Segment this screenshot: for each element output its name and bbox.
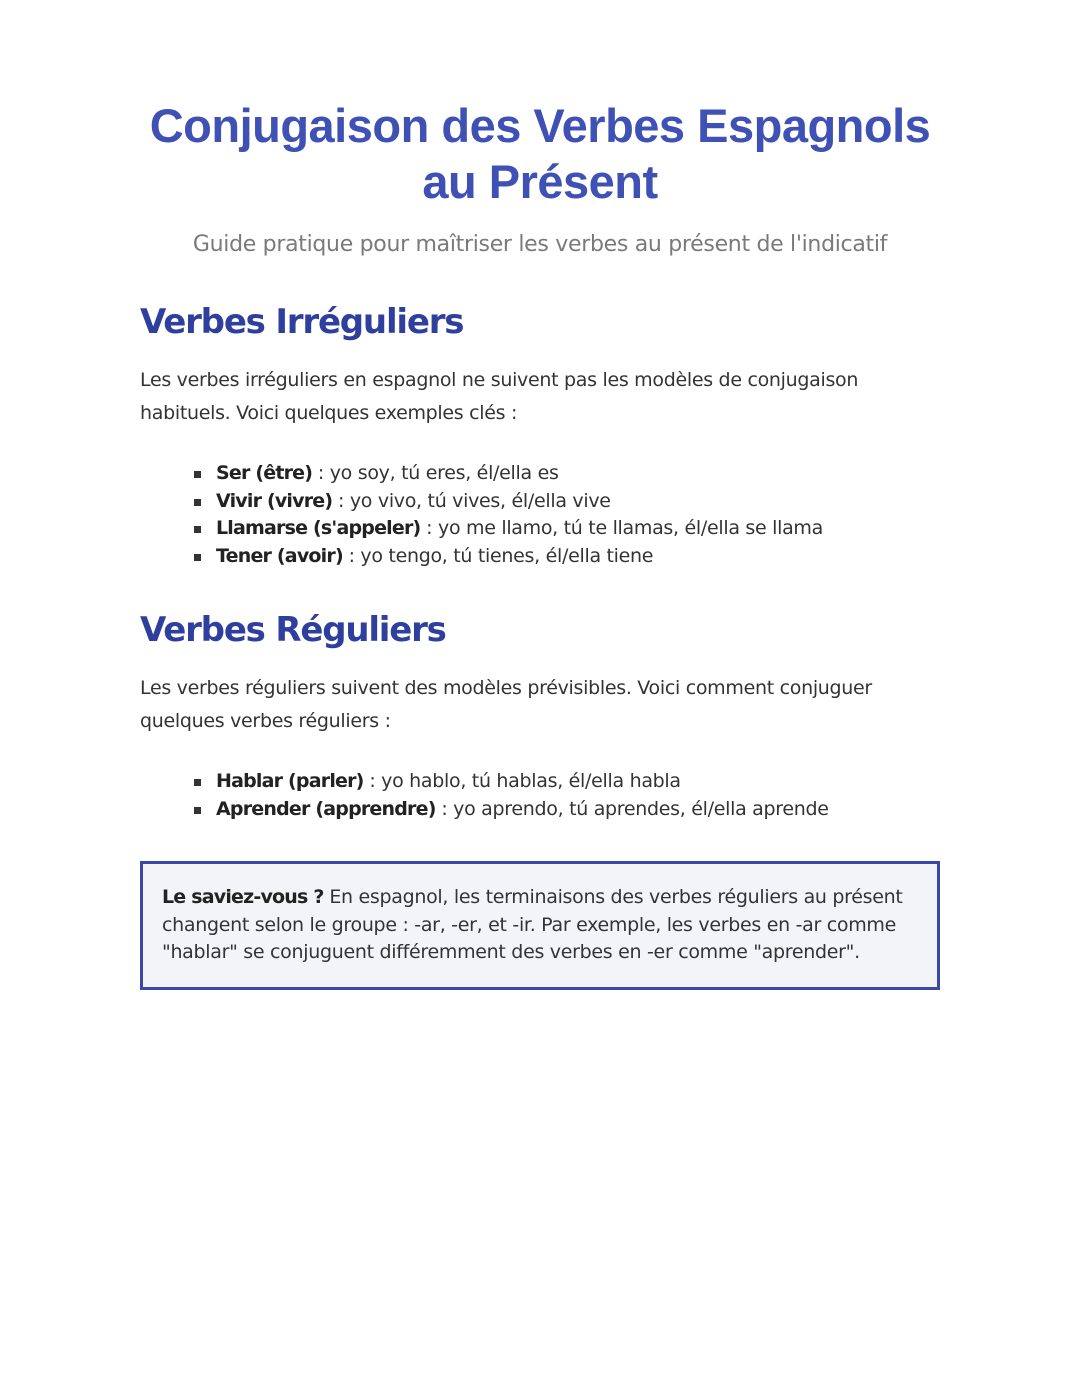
note-label: Le saviez-vous ? — [162, 886, 324, 908]
section-intro-regular: Les verbes réguliers suivent des modèles prévisibles. Voici comment conjuguer quelques verbes réguliers : — [140, 677, 872, 732]
list-item — [194, 768, 940, 796]
section-heading-regular: Verbes Réguliers — [140, 610, 446, 650]
verb-conjugation: : yo vivo, tú vives, él/ella vive — [332, 489, 611, 512]
section-heading-irregular: Verbes Irréguliers — [140, 302, 464, 342]
verb-name: Llamarse (s'appeler) — [216, 517, 421, 539]
page-title-line-2: au Présent — [422, 155, 658, 208]
page-subtitle: Guide pratique pour maîtriser les verbes au présent de l'indicatif — [192, 232, 888, 257]
verb-conjugation: : yo aprendo, tú aprendes, él/ella aprende — [435, 797, 829, 820]
verb-conjugation: : yo soy, tú eres, él/ella es — [312, 462, 559, 484]
verb-list-regular — [140, 768, 940, 823]
note-text: En espagnol, les terminaisons des verbes réguliers au présent changent selon le groupe : -ar, -er, et -ir. Par exemple, les verbes en -ar comme "hablar" se conjuguent différemment des verbes en -er comme "aprender". — [162, 886, 903, 963]
did-you-know-box — [140, 861, 940, 990]
list-item — [194, 515, 940, 543]
verb-conjugation: : yo me llamo, tú te llamas, él/ella se llama — [420, 517, 823, 539]
verb-name: Ser (être) — [216, 462, 313, 484]
square-bullet-icon — [194, 471, 201, 478]
square-bullet-icon — [194, 779, 201, 786]
verb-list-irregular — [140, 460, 940, 570]
verb-conjugation: : yo tengo, tú tienes, él/ella tiene — [342, 544, 654, 567]
verb-name: Aprender (apprendre) — [216, 797, 436, 820]
document-page — [140, 0, 940, 990]
list-item — [194, 488, 940, 516]
page-title-line-1: Conjugaison des Verbes Espagnols — [149, 99, 931, 152]
square-bullet-icon — [194, 807, 201, 814]
square-bullet-icon — [194, 499, 201, 506]
section-intro-irregular: Les verbes irréguliers en espagnol ne suivent pas les modèles de conjugaison habituels. Voici quelques exemples clés : — [140, 369, 859, 424]
verb-name: Hablar (parler) — [216, 770, 364, 792]
list-item — [194, 543, 940, 571]
page-title — [140, 98, 940, 210]
list-item — [194, 796, 940, 824]
square-bullet-icon — [194, 554, 201, 561]
square-bullet-icon — [194, 526, 201, 533]
verb-name: Vivir (vivre) — [216, 489, 333, 512]
list-item — [194, 460, 940, 488]
verb-name: Tener (avoir) — [216, 544, 343, 567]
verb-conjugation: : yo hablo, tú hablas, él/ella habla — [363, 770, 681, 792]
